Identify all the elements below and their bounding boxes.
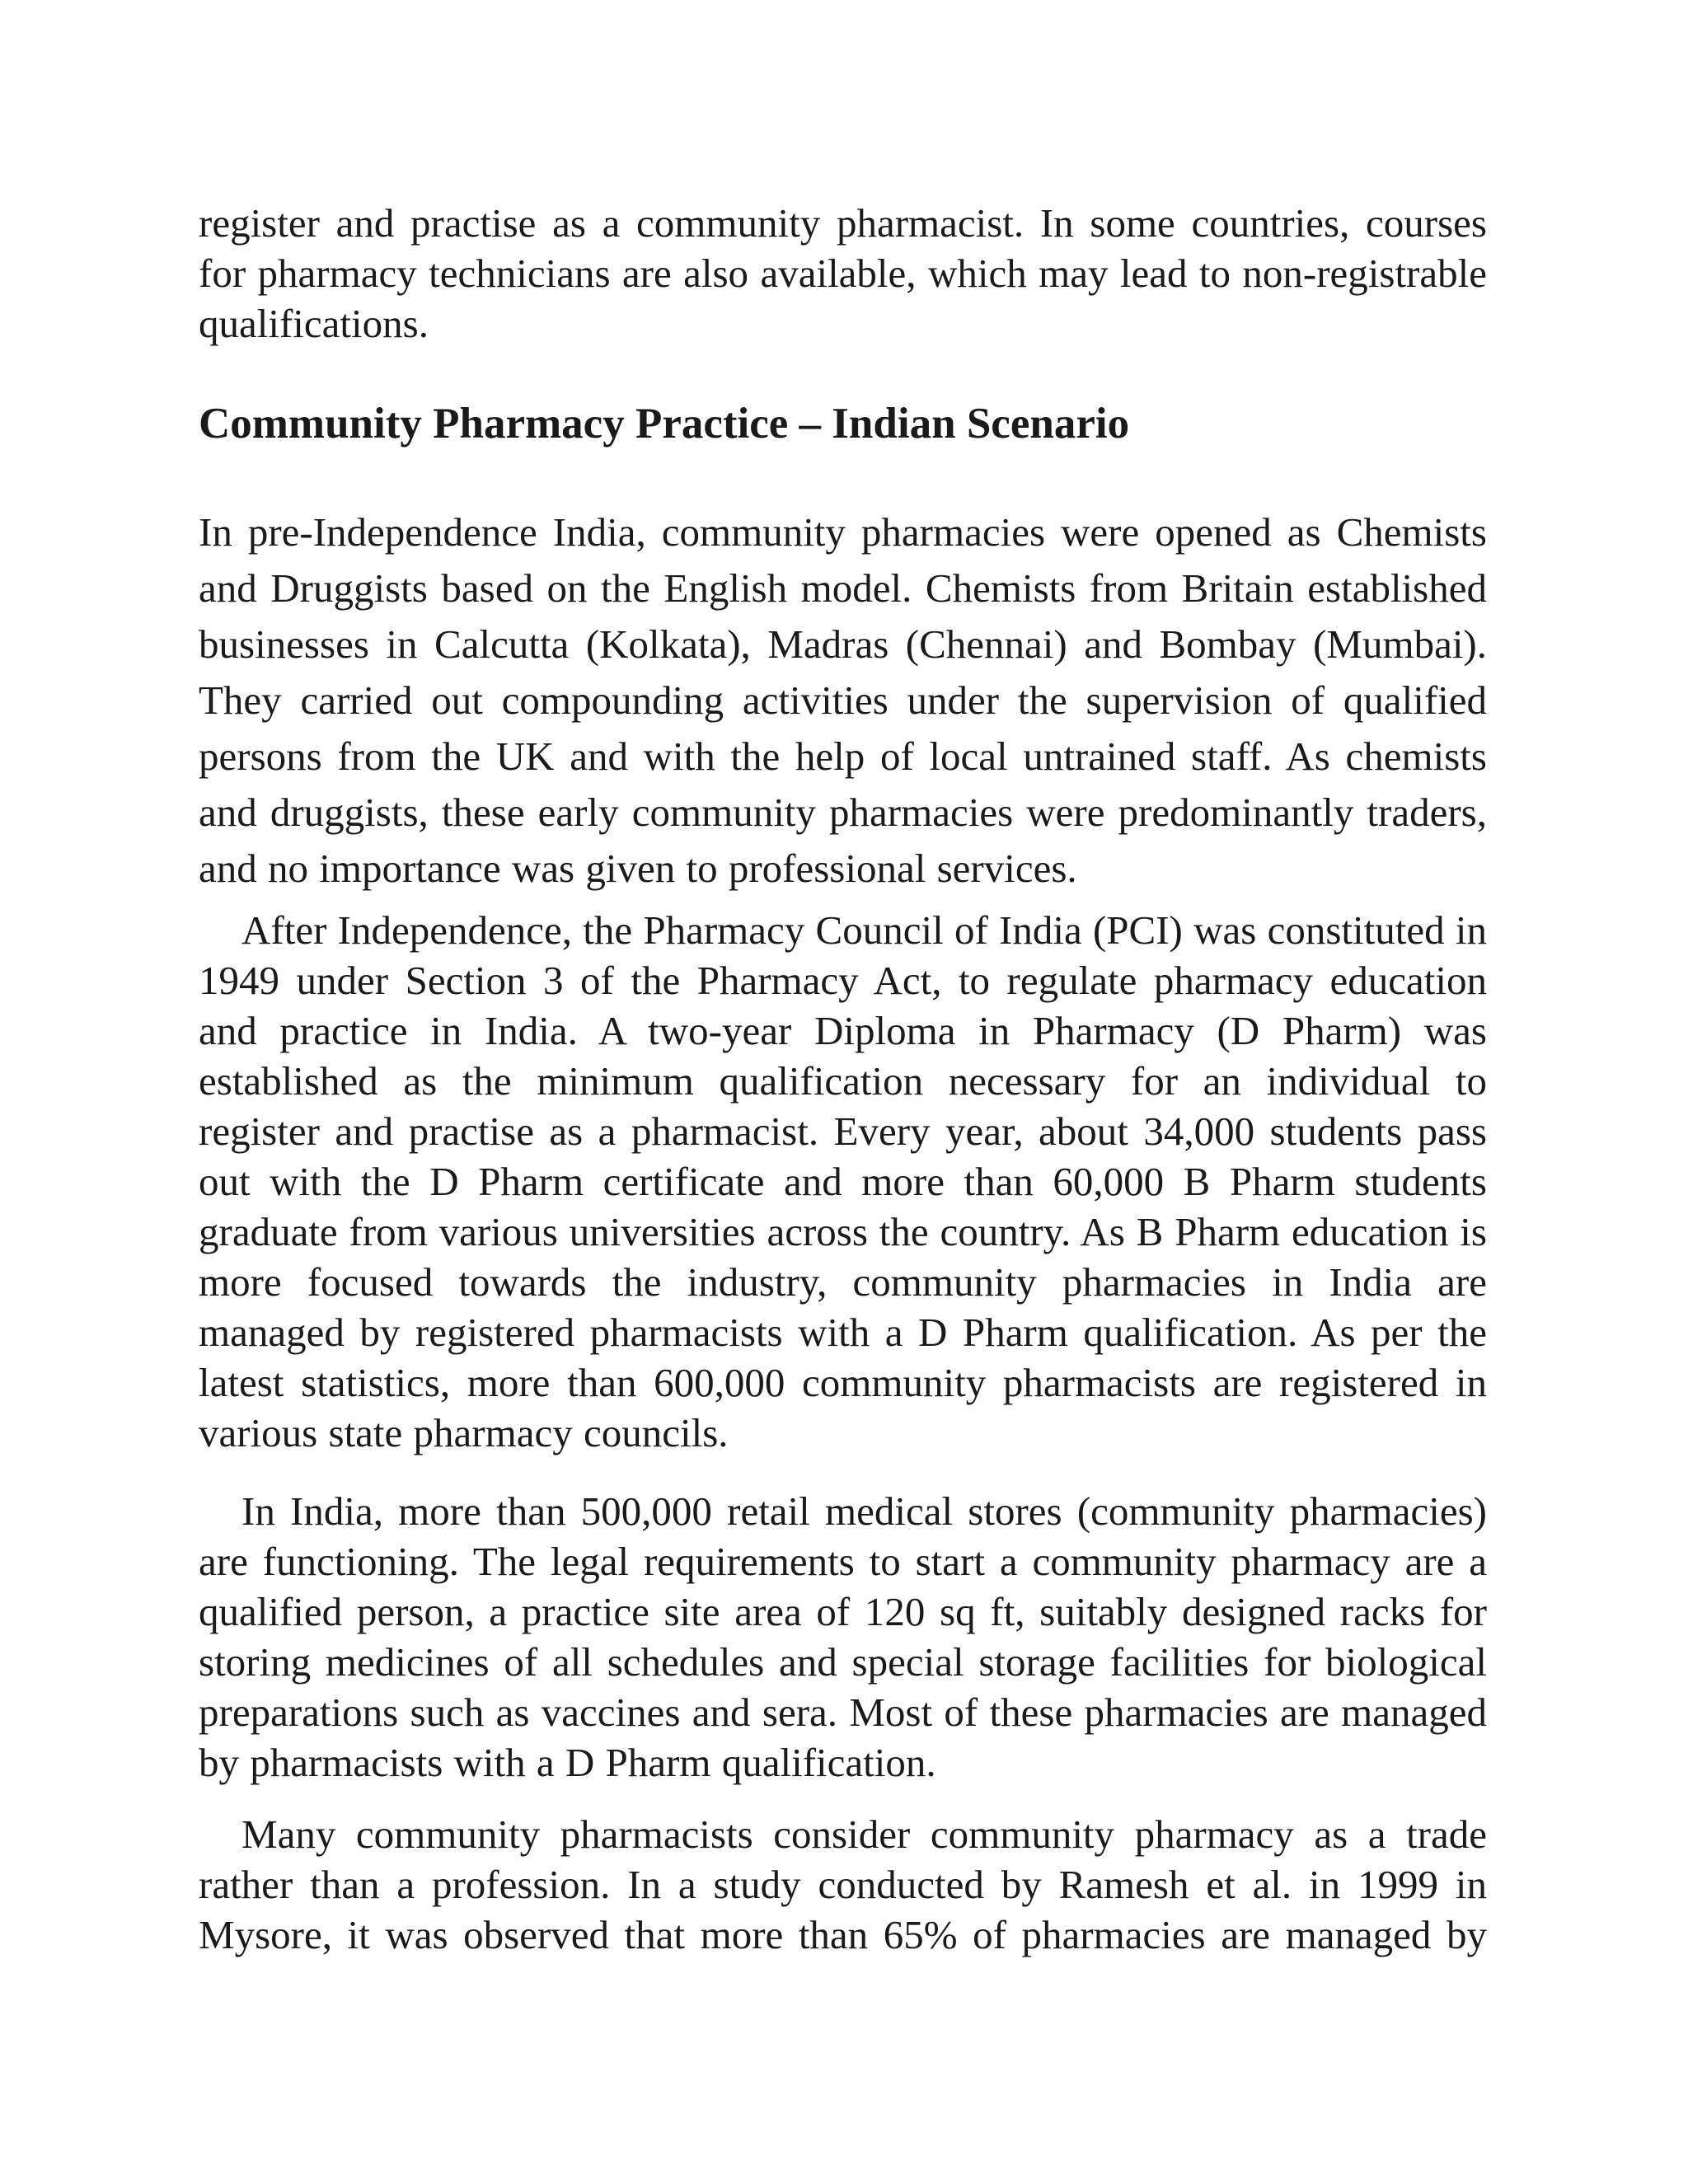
paragraph-intro: register and practise as a community pharmacist. In some countries, courses for pharmacy technicians are also available, which may lead to non-registrable qualifications. <box>199 200 1487 346</box>
paragraph-after-independence: After Independence, the Pharmacy Council of India (PCI) was constituted in 1949 under Section 3 of the Pharmacy Act, to regulate pharmacy education and practice in India. A two-year Diploma in Pharmacy (D Pharm) was established as the minimum qualification necessary for an individual to register and practise as a pharmacist. Every year, about 34,000 students pass out with the D Pharm certificate and more than 60,000 B Pharm students graduate from various universities across the country. As B Pharm education is more focused towards the industry, community pharmacies in India are managed by registered pharmacists with a D Pharm qualification. As per the latest statistics, more than 600,000 community pharmacists are registered in various state pharmacy councils. <box>199 907 1487 1455</box>
paragraph-trade-vs-profession: Many community pharmacists consider community pharmacy as a trade rather than a profession. In a study conducted by Ramesh et al. in 1999 in Mysore, it was observed that more than 65% of pharmacies are managed by <box>199 1811 1487 1957</box>
paragraph-pre-independence: In pre-Independence India, community pharmacies were opened as Chemists and Druggists based on the English model. Chemists from Britain established businesses in Calcutta (Kolkata), Madras (Chennai) and Bombay (Mumbai). They carried out compounding activities under the supervision of qualified persons from the UK and with the help of local untrained staff. As chemists and druggists, these early community pharmacies were predominantly traders, and no importance was given to professional services. <box>199 509 1487 891</box>
section-heading: Community Pharmacy Practice – Indian Scenario <box>199 400 1130 448</box>
paragraph-retail-stores: In India, more than 500,000 retail medical stores (community pharmacies) are functioning. The legal requirements to start a community pharmacy are a qualified person, a practice site area of 120 sq ft, suitably designed racks for storing medicines of all schedules and special storage facilities for biological preparations such as vaccines and sera. Most of these pharmacies are managed by pharmacists with a D Pharm qualification. <box>199 1488 1487 1785</box>
